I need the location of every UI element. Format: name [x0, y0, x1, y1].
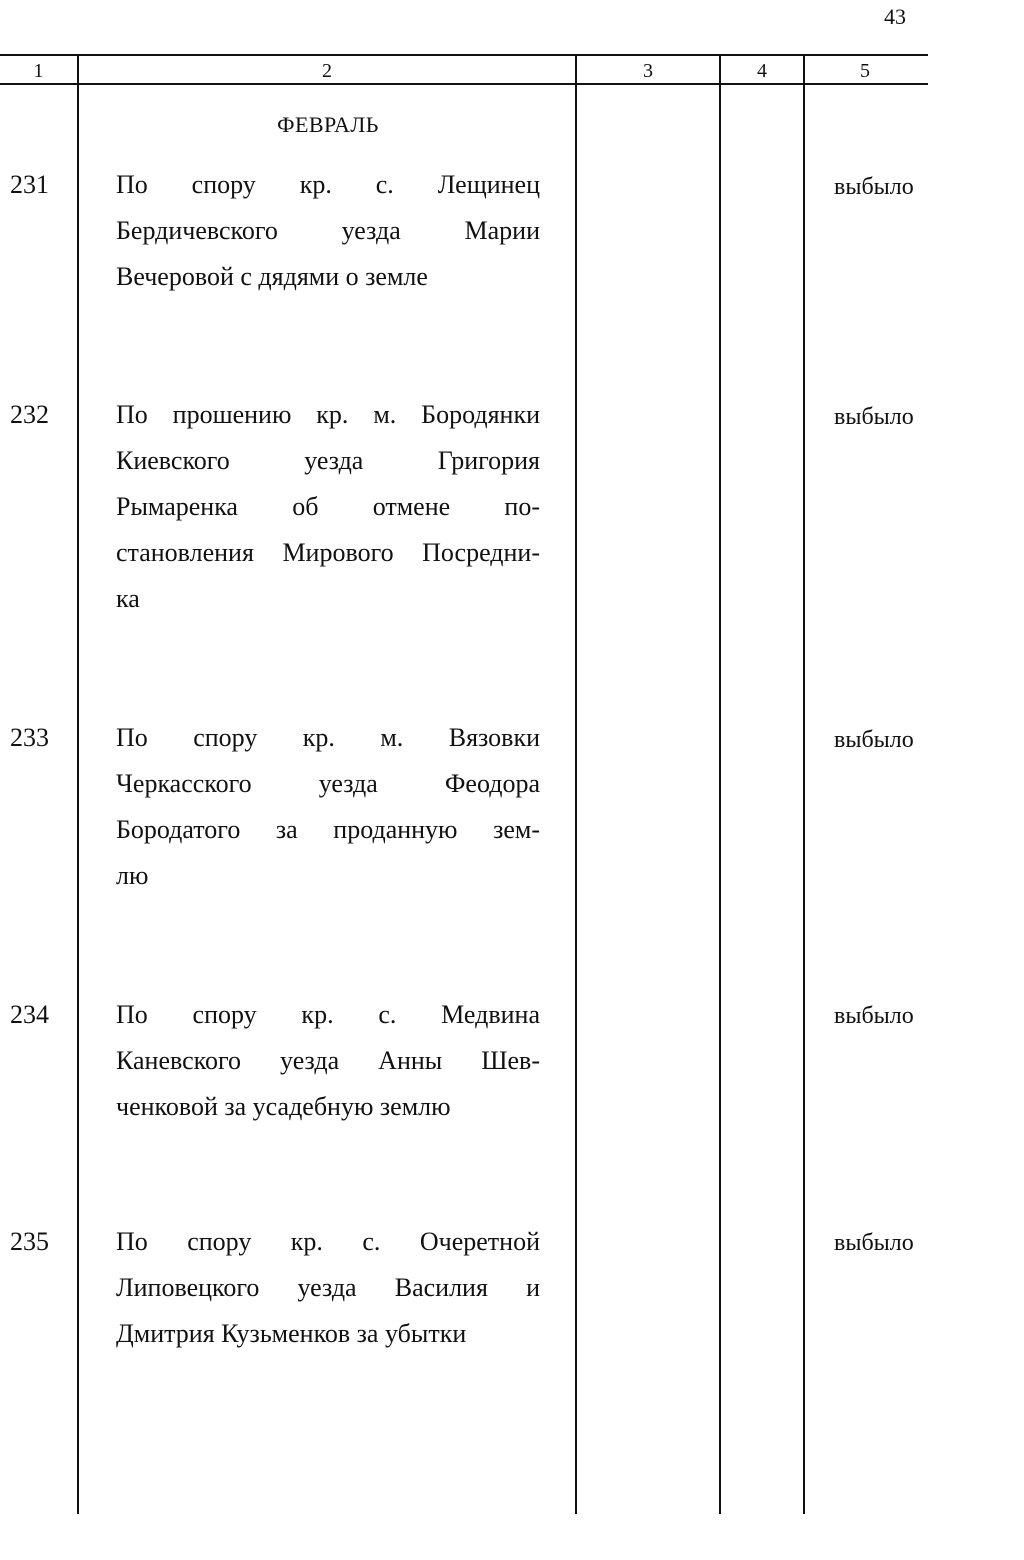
column-divider-1: [77, 54, 79, 1514]
entry-line: ченковой за усадебную землю: [116, 1092, 451, 1121]
column-divider-2: [575, 54, 577, 1514]
entry-number: 233: [10, 723, 49, 752]
entry-number: 232: [10, 400, 49, 429]
column-header-2: 2: [322, 60, 332, 82]
entry-line: Вечеровой с дядями о земле: [116, 262, 428, 291]
entry-line: По спору кр. с. Лещинец: [116, 170, 540, 199]
entry-line: становления Мирового Посредни-: [116, 538, 540, 567]
entry-number: 231: [10, 170, 49, 199]
column-header-4: 4: [757, 60, 767, 82]
entry-status: выбыло: [834, 404, 914, 430]
entry-description: [116, 162, 540, 300]
entry-number: 234: [10, 1000, 49, 1029]
column-header-5: 5: [860, 60, 870, 82]
entry-status: выбыло: [834, 1230, 914, 1256]
column-divider-4: [803, 54, 805, 1514]
entry-line: По спору кр. с. Медвина: [116, 1000, 540, 1029]
entry-line: По спору кр. м. Вязовки: [116, 723, 540, 752]
entry-line: Бородатого за проданную зем-: [116, 815, 540, 844]
entry-status: выбыло: [834, 727, 914, 753]
entry-line: ка: [116, 584, 140, 613]
entry-line: Липовецкого уезда Василия и: [116, 1273, 540, 1302]
column-header-3: 3: [643, 60, 653, 82]
entry-number: 235: [10, 1227, 49, 1256]
entry-line: По спору кр. с. Очеретной: [116, 1227, 540, 1256]
column-header-1: 1: [33, 60, 44, 82]
entry-line: Дмитрия Кузьменков за убытки: [116, 1319, 467, 1348]
entry-line: Каневского уезда Анны Шев-: [116, 1046, 540, 1075]
table-top-rule: [0, 54, 928, 56]
month-heading: ФЕВРАЛЬ: [277, 112, 379, 137]
entry-description: [116, 715, 540, 899]
entry-description: [116, 1219, 540, 1357]
page-number: 43: [884, 4, 906, 29]
entry-line: По прошению кр. м. Бородянки: [116, 400, 540, 429]
entry-line: Бердичевского уезда Марии: [116, 216, 540, 245]
entry-description: [116, 992, 540, 1130]
entry-line: Рымаренка об отмене по-: [116, 492, 540, 521]
entry-line: Черкасского уезда Феодора: [116, 769, 540, 798]
column-divider-3: [719, 54, 721, 1514]
entry-line: лю: [116, 861, 149, 890]
entry-line: Киевского уезда Григория: [116, 446, 540, 475]
entry-status: выбыло: [834, 174, 914, 200]
entry-description: [116, 392, 540, 622]
entry-status: выбыло: [834, 1003, 914, 1029]
